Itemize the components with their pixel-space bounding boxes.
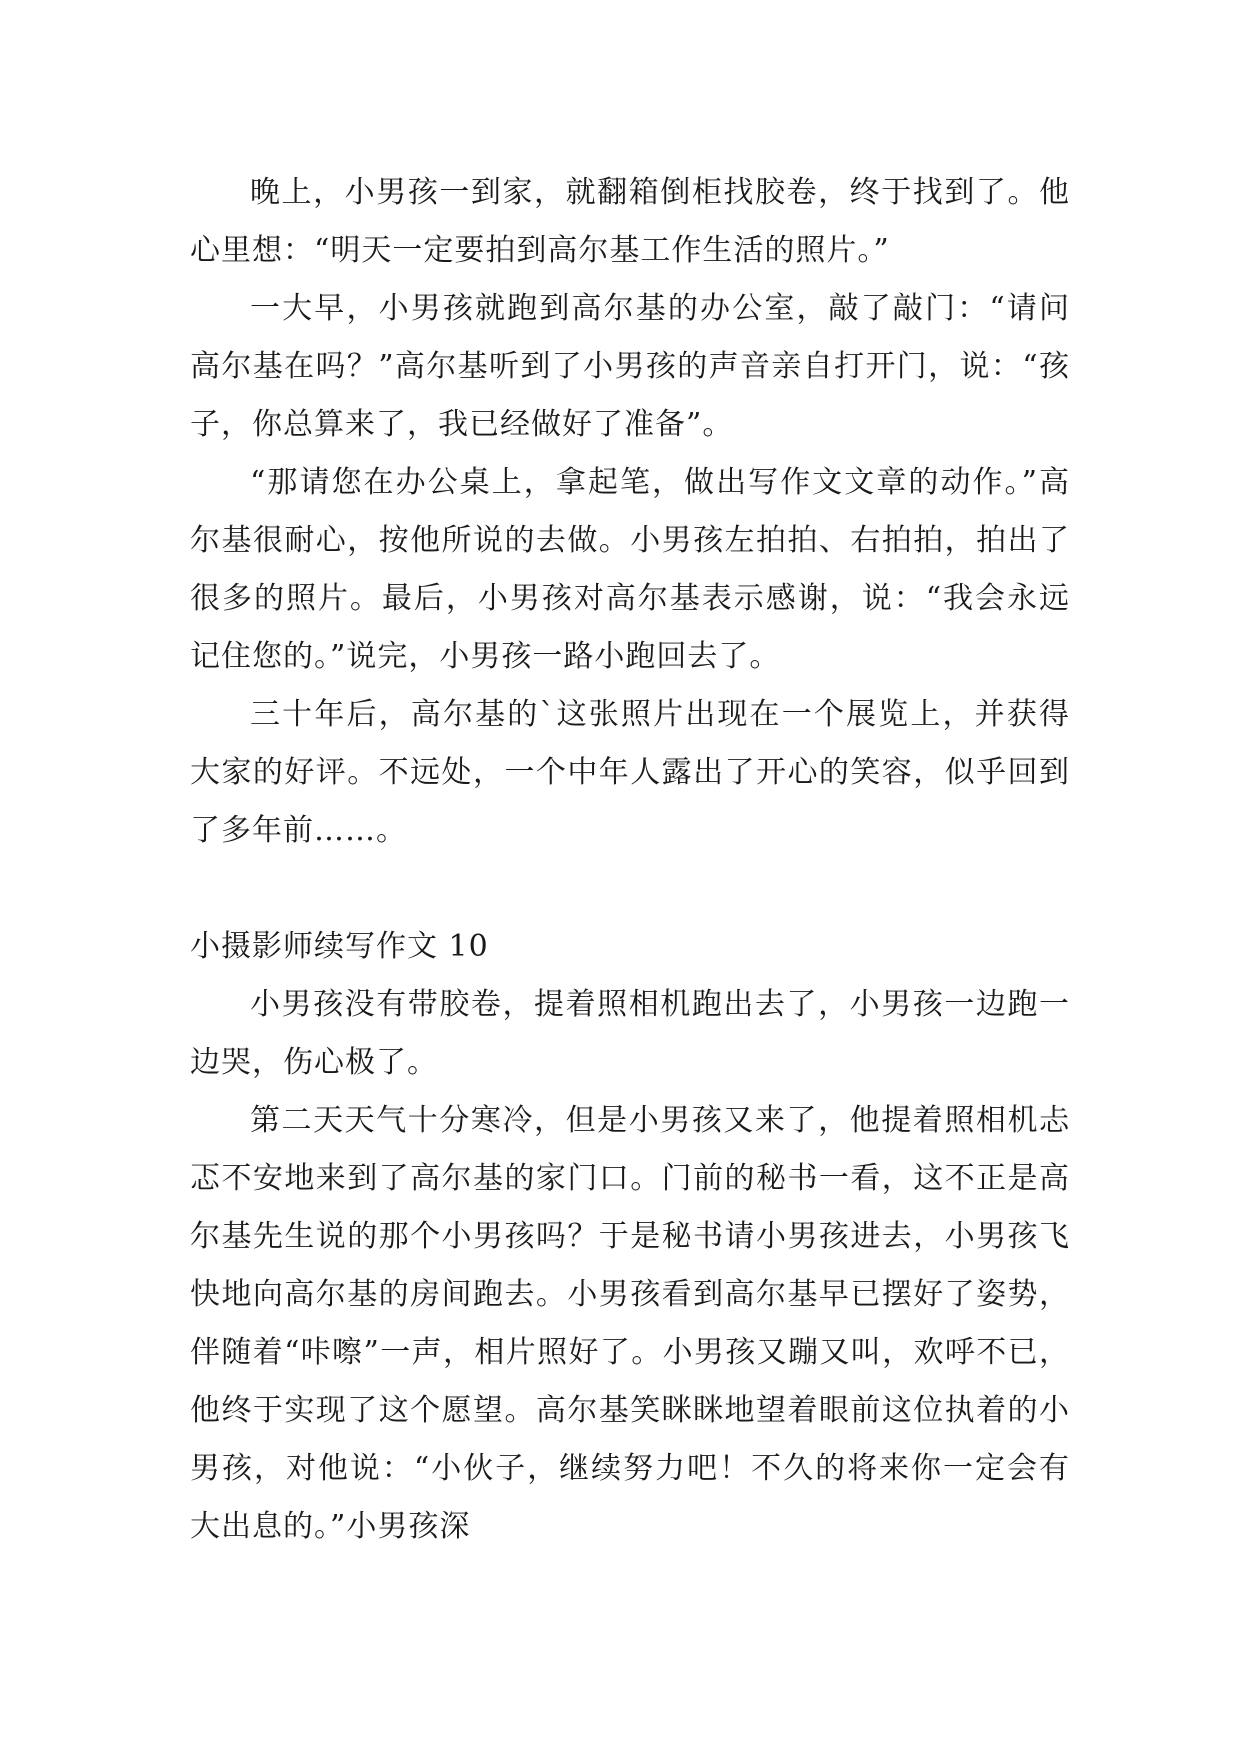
paragraph-4: 三十年后，高尔基的`这张照片出现在一个展览上，并获得大家的好评。不远处，一个中年人露出了开心的笑容，似乎回到了多年前……。 xyxy=(190,697,1070,848)
paragraph-6: 第二天天气十分寒冷，但是小男孩又来了，他提着照相机忐忑不安地来到了高尔基的家门口。门前的秘书一看，这不正是高尔基先生说的那个小男孩吗？于是秘书请小男孩进去，小男孩飞快地向高尔基的房间跑去。小男孩看到高尔基早已摆好了姿势，伴随着“咔嚓”一声，相片照好了。小男孩又蹦又叫，欢呼不已，他终于实现了这个愿望。高尔基笑眯眯地望着眼前这位执着的小男孩，对他说：“小伙子，继续努力吧！不久的将来你一定会有大出息的。”小男孩深 xyxy=(190,1103,1070,1544)
section-title: 小摄影师续写作文 10 xyxy=(190,929,489,964)
paragraph-2: 一大早，小男孩就跑到高尔基的办公室，敲了敲门：“请问高尔基在吗？”高尔基听到了小男孩的声音亲自打开门，说：“孩子，你总算来了，我已经做好了准备”。 xyxy=(190,291,1070,442)
paragraph-3: “那请您在办公桌上，拿起笔，做出写作文文章的动作。”高尔基很耐心，按他所说的去做。小男孩左拍拍、右拍拍，拍出了很多的照片。最后，小男孩对高尔基表示感谢，说：“我会永远记住您的。”说完，小男孩一路小跑回去了。 xyxy=(190,465,1070,674)
paragraph-5: 小男孩没有带胶卷，提着照相机跑出去了，小男孩一边跑一边哭，伤心极了。 xyxy=(190,987,1070,1080)
paragraph-1: 晚上，小男孩一到家，就翻箱倒柜找胶卷，终于找到了。他心里想：“明天一定要拍到高尔基工作生活的照片。” xyxy=(190,175,1070,268)
document-page xyxy=(190,164,1070,1556)
